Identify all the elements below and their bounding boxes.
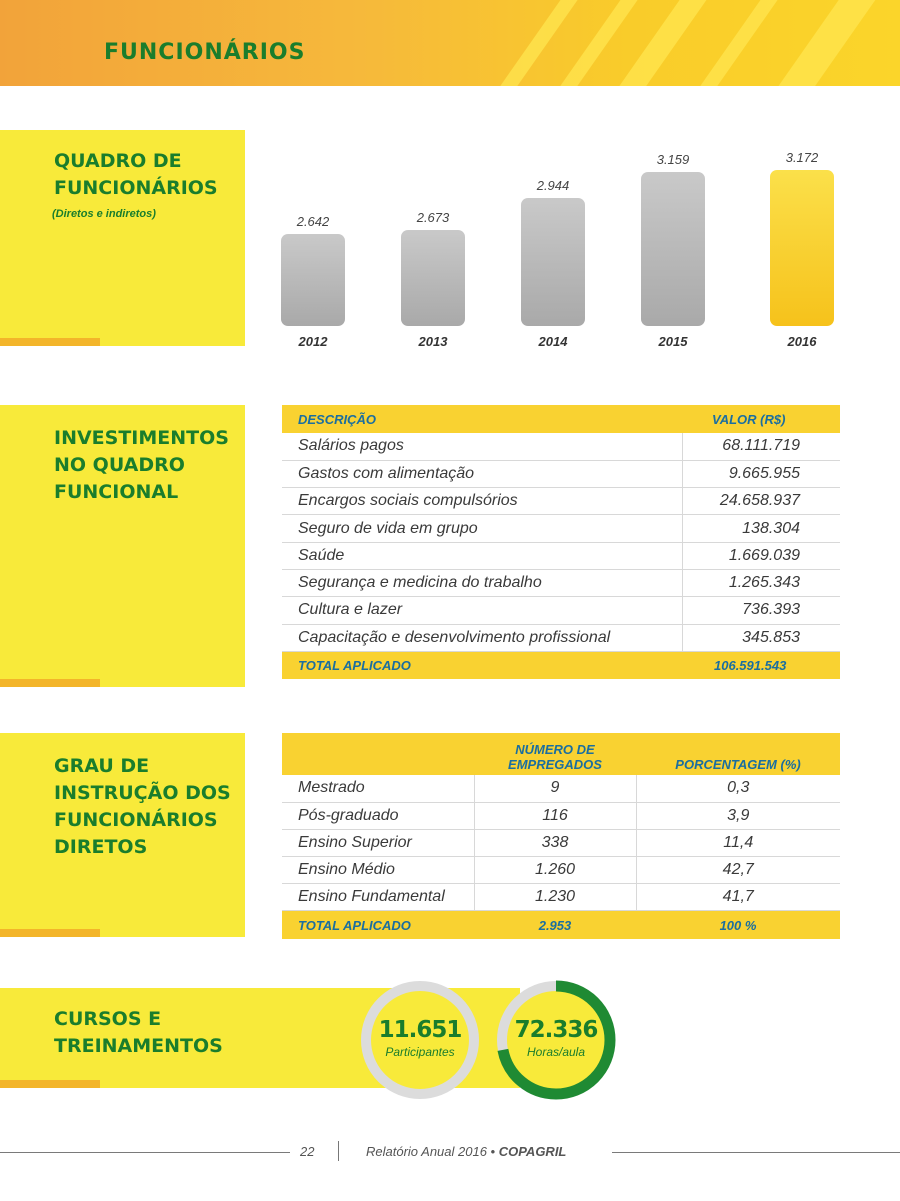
row-count: 116 (474, 802, 636, 829)
chart-bar-2015 (641, 172, 705, 326)
table-row (282, 542, 840, 569)
footer-caption (366, 1144, 566, 1159)
chart-value-label: 2.944 (536, 177, 570, 193)
table-header-row (282, 405, 840, 433)
row-value: 9.665.955 (682, 460, 840, 487)
row-level: Pós-graduado (282, 802, 474, 829)
table-row (282, 884, 840, 911)
table-row (282, 775, 840, 802)
table-row (282, 857, 840, 884)
footer-report-title: Relatório Anual 2016 • (366, 1144, 499, 1159)
page-title: FUNCIONÁRIOS (104, 40, 306, 65)
row-level: Ensino Fundamental (282, 884, 474, 911)
row-level: Ensino Superior (282, 829, 474, 856)
cursos-title: CURSOS E TREINAMENTOS (54, 1008, 223, 1057)
column-header-nivel (282, 733, 474, 775)
chart-bar-2016 (770, 170, 834, 326)
chart-category-label: 2016 (787, 334, 817, 349)
quadro-title: QUADRO DE FUNCIONÁRIOS (54, 150, 218, 199)
row-description: Seguro de vida em grupo (282, 515, 682, 542)
row-value: 1.265.343 (682, 569, 840, 596)
footer-brand: COPAGRIL (498, 1144, 567, 1159)
chart-value-label: 2.673 (416, 210, 450, 226)
horas-value: 72.336 (514, 1017, 598, 1043)
row-count: 9 (474, 775, 636, 802)
page-header (0, 0, 900, 86)
chart-value-label: 3.172 (785, 150, 819, 165)
chart-bar-2012 (281, 234, 345, 326)
row-description: Cultura e lazer (282, 597, 682, 624)
row-percent: 11,4 (636, 829, 840, 856)
row-value: 68.111.719 (682, 433, 840, 460)
column-header-numero: NÚMERO DE EMPREGADOS (474, 733, 636, 775)
total-percent: 100 % (636, 911, 840, 939)
quadro-subtitle: (Diretos e indiretos) (52, 208, 156, 220)
row-percent: 41,7 (636, 884, 840, 911)
row-level: Mestrado (282, 775, 474, 802)
investimentos-panel (0, 405, 245, 687)
employees-bar-chart (268, 130, 868, 360)
horas-label: Horas/aula (526, 1045, 586, 1059)
table-row (282, 488, 840, 515)
row-value: 345.853 (682, 624, 840, 651)
row-value: 736.393 (682, 597, 840, 624)
row-count: 1.260 (474, 857, 636, 884)
footer-rule-right (612, 1152, 900, 1153)
total-value: 106.591.543 (682, 651, 840, 679)
column-header-valor: VALOR (R$) (682, 405, 840, 433)
row-count: 1.230 (474, 884, 636, 911)
row-description: Gastos com alimentação (282, 460, 682, 487)
participantes-label: Participantes (385, 1045, 455, 1059)
table-row (282, 433, 840, 460)
panel-accent (0, 679, 100, 687)
chart-category-label: 2012 (298, 334, 328, 349)
row-description: Segurança e medicina do trabalho (282, 569, 682, 596)
row-value: 24.658.937 (682, 488, 840, 515)
column-header-porcentagem: PORCENTAGEM (%) (636, 733, 840, 775)
table-row (282, 597, 840, 624)
row-level: Ensino Médio (282, 857, 474, 884)
row-value: 138.304 (682, 515, 840, 542)
row-percent: 42,7 (636, 857, 840, 884)
chart-value-label: 3.159 (656, 151, 690, 167)
row-percent: 0,3 (636, 775, 840, 802)
grau-panel (0, 733, 245, 937)
chart-value-label: 2.642 (296, 214, 330, 229)
row-value: 1.669.039 (682, 542, 840, 569)
chart-category-label: 2014 (538, 334, 568, 349)
participantes-value: 11.651 (378, 1017, 462, 1043)
table-row (282, 460, 840, 487)
panel-accent (0, 1080, 100, 1088)
panel-accent (0, 929, 100, 937)
total-count: 2.953 (474, 911, 636, 939)
row-description: Salários pagos (282, 433, 682, 460)
row-description: Saúde (282, 542, 682, 569)
row-description: Encargos sociais compulsórios (282, 488, 682, 515)
total-label: TOTAL APLICADO (282, 911, 474, 939)
investimentos-table (282, 405, 840, 679)
total-row (282, 911, 840, 939)
investimentos-title: INVESTIMENTOS NO QUADRO FUNCIONAL (54, 427, 229, 503)
row-description: Capacitação e desenvolvimento profissional (282, 624, 682, 651)
table-row (282, 802, 840, 829)
grau-table (282, 733, 840, 939)
table-row (282, 829, 840, 856)
chart-bar-2013 (401, 230, 465, 326)
quadro-panel (0, 130, 245, 346)
row-count: 338 (474, 829, 636, 856)
table-header-row (282, 733, 840, 775)
panel-accent (0, 338, 100, 346)
table-row (282, 515, 840, 542)
table-row (282, 624, 840, 651)
page-number: 22 (300, 1144, 315, 1159)
column-header-descricao: DESCRIÇÃO (282, 405, 682, 433)
table-row (282, 569, 840, 596)
chart-category-label: 2015 (658, 334, 688, 349)
chart-bar-2014 (521, 198, 585, 326)
row-percent: 3,9 (636, 802, 840, 829)
total-label: TOTAL APLICADO (282, 651, 682, 679)
footer-rule-left (0, 1152, 290, 1153)
chart-category-label: 2013 (418, 334, 448, 349)
footer-separator (338, 1141, 339, 1161)
grau-title: GRAU DE INSTRUÇÃO DOS FUNCIONÁRIOS DIRETOS (54, 755, 231, 858)
total-row (282, 651, 840, 679)
